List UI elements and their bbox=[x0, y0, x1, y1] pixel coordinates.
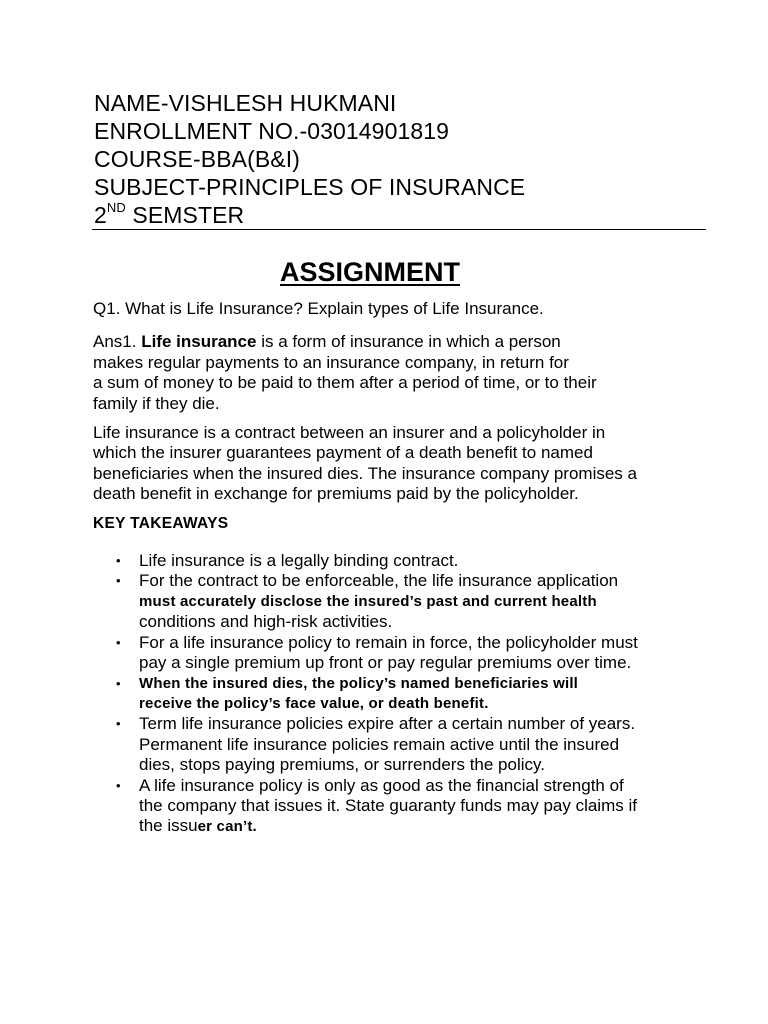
list-item-line: the company that issues it. State guaranty funds may pay claims if bbox=[139, 795, 637, 815]
answer-prefix: Ans1. bbox=[93, 332, 142, 352]
answer-line-4: family if they die. bbox=[93, 393, 220, 413]
list-item bbox=[93, 776, 693, 838]
bullet-icon: • bbox=[116, 573, 121, 589]
answer-paragraph bbox=[93, 332, 693, 414]
student-header bbox=[94, 89, 706, 229]
contract-line: beneficiaries when the insured dies. The insurance company promises a bbox=[93, 463, 637, 483]
list-item-line: Permanent life insurance policies remain active until the insured bbox=[139, 734, 620, 754]
list-item-line: pay a single premium up front or pay regular premiums over time. bbox=[139, 653, 632, 673]
course-name: COURSE-BBA(B&I) bbox=[94, 146, 300, 172]
bullet-icon: • bbox=[116, 716, 121, 732]
contract-line: Life insurance is a contract between an insurer and a policyholder in bbox=[93, 423, 606, 443]
document-body bbox=[93, 299, 693, 838]
list-item bbox=[93, 633, 693, 674]
list-item bbox=[93, 674, 693, 715]
list-item-line-bold: must accurately disclose the insured’s past and current health bbox=[139, 592, 597, 610]
list-item-line: For a life insurance policy to remain in force, the policyholder must bbox=[139, 632, 638, 652]
question-text: Q1. What is Life Insurance? Explain types of Life Insurance. bbox=[93, 299, 544, 318]
list-item bbox=[93, 714, 693, 775]
key-takeaways-heading: KEY TAKEAWAYS bbox=[93, 514, 229, 532]
contract-line: which the insurer guarantees payment of a death benefit to named bbox=[93, 443, 593, 463]
contract-line: death benefit in exchange for premiums paid by the policyholder. bbox=[93, 484, 579, 504]
list-item-text: the issu bbox=[139, 816, 198, 836]
student-name: NAME-VISHLESH HUKMANI bbox=[94, 90, 397, 116]
list-item-line: dies, stops paying premiums, or surrenders the policy. bbox=[139, 755, 545, 775]
list-item-line: For the contract to be enforceable, the life insurance application bbox=[139, 571, 619, 591]
answer-line-3: a sum of money to be paid to them after a period of time, or to their bbox=[93, 373, 597, 393]
list-item bbox=[93, 571, 693, 632]
bullet-icon: • bbox=[116, 675, 121, 691]
answer-line-2: makes regular payments to an insurance company, in return for bbox=[93, 352, 569, 372]
answer-line-1-rest: is a form of insurance in which a person bbox=[256, 332, 561, 352]
semester-number: 2 bbox=[94, 202, 107, 228]
list-item-line: Term life insurance policies expire after a certain number of years. bbox=[139, 714, 636, 734]
list-item-line: A life insurance policy is only as good as the financial strength of bbox=[139, 775, 624, 795]
enrollment-number: ENROLLMENT NO.-03014901819 bbox=[94, 118, 450, 144]
semester-word: SEMSTER bbox=[125, 202, 245, 228]
key-takeaways-list bbox=[93, 551, 693, 838]
list-item bbox=[93, 551, 693, 571]
list-item-text-bold: er can’t. bbox=[197, 818, 257, 836]
bullet-icon: • bbox=[116, 634, 121, 650]
list-item-line bbox=[139, 816, 693, 837]
bullet-icon: • bbox=[116, 777, 121, 793]
answer-line-1 bbox=[93, 332, 693, 352]
semester-suffix: ND bbox=[106, 200, 126, 216]
subject-name: SUBJECT-PRINCIPLES OF INSURANCE bbox=[94, 174, 526, 200]
list-item-line: conditions and high-risk activities. bbox=[139, 612, 393, 632]
header-divider bbox=[92, 229, 706, 230]
list-item-line: Life insurance is a legally binding contract. bbox=[139, 551, 459, 571]
list-item-line-bold: When the insured dies, the policy’s named beneficiaries will bbox=[139, 674, 579, 692]
contract-paragraph bbox=[93, 423, 693, 505]
assignment-title: ASSIGNMENT bbox=[279, 257, 460, 287]
bullet-icon: • bbox=[116, 553, 121, 569]
semester bbox=[94, 201, 706, 229]
answer-term: Life insurance bbox=[141, 332, 257, 352]
list-item-line-bold: receive the policy’s face value, or death benefit. bbox=[139, 694, 489, 712]
